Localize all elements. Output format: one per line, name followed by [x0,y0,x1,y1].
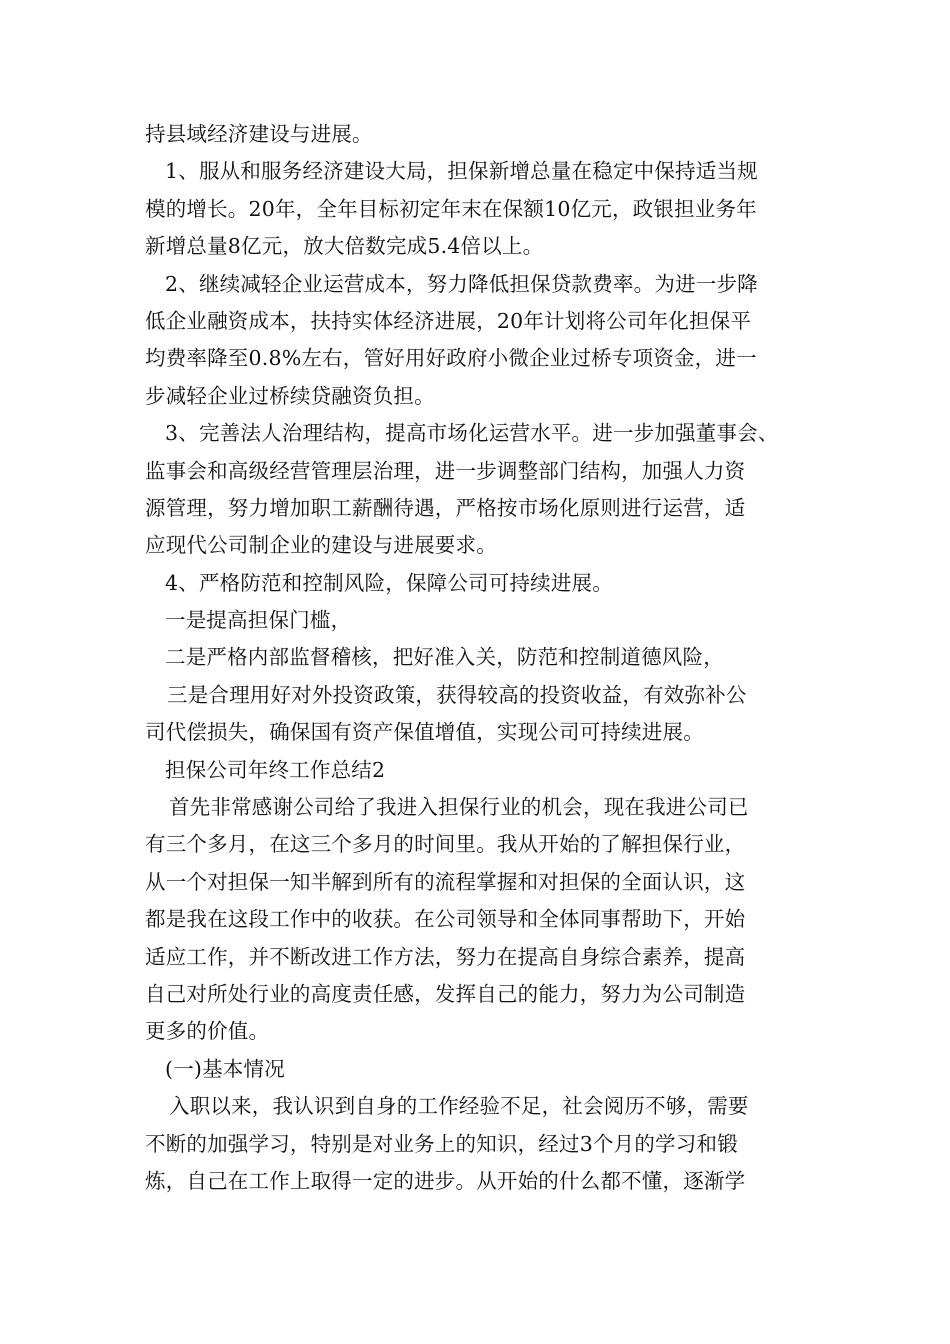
text-line: 均费率降至0.8%左右，管好用好政府小微企业过桥专项资金，进一 [145,346,757,371]
text-line: 一是提高担保门槛， [165,608,352,633]
subsection-heading: (一)基本情况 [165,1056,285,1081]
text-line: 监事会和高级经营管理层治理，进一步调整部门结构，加强人力资 [145,458,746,483]
text-line: 3、完善法人治理结构，提高市场化运营水平。进一步加强董事会、 [165,421,779,446]
text-line: 二是严格内部监督稽核，把好准入关，防范和控制道德风险， [165,645,724,670]
text-line: 不断的加强学习，特别是对业务上的知识，经过3个月的学习和锻 [145,1131,738,1156]
section-heading: 担保公司年终工作总结2 [165,757,386,782]
text-line: 新增总量8亿元，放大倍数完成5.4倍以上。 [145,234,544,259]
text-line: 有三个多月，在这三个多月的时间里。我从开始的了解担保行业， [145,832,746,857]
text-line: 低企业融资成本，扶持实体经济进展，20年计划将公司年化担保平 [145,308,752,333]
text-line: 适应工作，并不断改进工作方法，努力在提高自身综合素养，提高 [145,944,746,969]
text-line: 从一个对担保一知半解到所有的流程掌握和对担保的全面认识，这 [145,869,746,894]
text-line: 应现代公司制企业的建设与进展要求。 [145,533,497,558]
text-line: 步减轻企业过桥续贷融资负担。 [145,383,435,408]
text-line: 1、服从和服务经济建设大局，担保新增总量在稳定中保持适当规 [165,159,758,184]
document-body [145,116,810,1200]
text-line: 模的增长。20年，全年目标初定年末在保额10亿元，政银担业务年 [145,196,757,221]
text-line: 源管理，努力增加职工薪酬待遇，严格按市场化原则进行运营，适 [145,495,746,520]
text-line: 首先非常感谢公司给了我进入担保行业的机会，现在我进公司已 [169,795,749,820]
text-line: 更多的价值。 [145,1019,270,1044]
text-line: 都是我在这段工作中的收获。在公司领导和全体同事帮助下，开始 [145,907,746,932]
text-line: 4、严格防范和控制风险，保障公司可持续进展。 [165,570,613,595]
text-line: 自己对所处行业的高度责任感，发挥自己的能力，努力为公司制造 [145,981,746,1006]
text-line: 入职以来，我认识到自身的工作经验不足，社会阅历不够，需要 [169,1094,749,1119]
text-line: 司代偿损失，确保国有资产保值增值，实现公司可持续进展。 [145,720,704,745]
text-line: 持县域经济建设与进展。 [145,122,373,146]
text-line: 2、继续减轻企业运营成本，努力降低担保贷款费率。为进一步降 [165,271,758,296]
text-line: 三是合理用好对外投资政策，获得较高的投资收益，有效弥补公 [167,682,747,707]
text-line: 炼，自己在工作上取得一定的进步。从开始的什么都不懂，逐渐学 [145,1168,746,1193]
